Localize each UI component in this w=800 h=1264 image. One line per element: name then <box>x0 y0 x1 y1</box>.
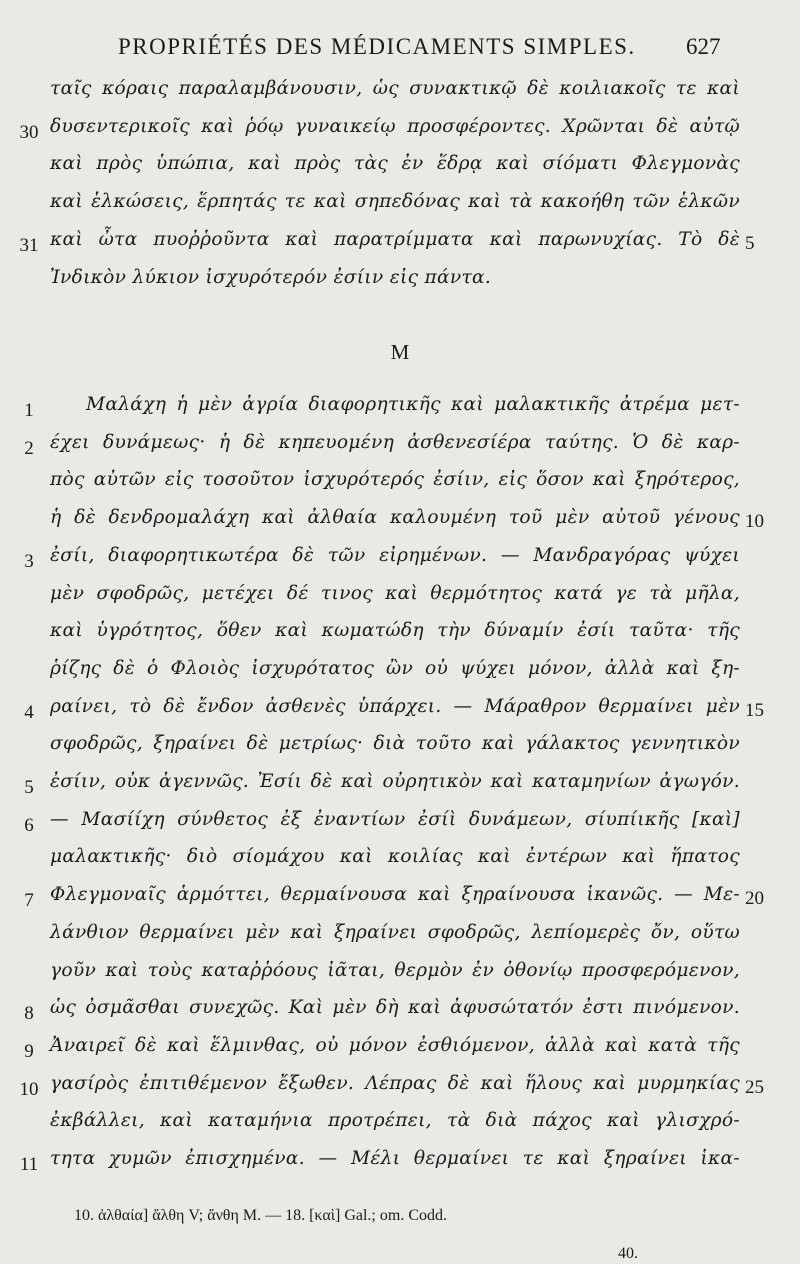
line-text: ταῖς κόραις παραλαμβάνουσιν, ὡς συνακτικῷ δὲ κοιλιακοῖς τε καὶ <box>50 78 740 99</box>
paragraph-number: 9 <box>24 1040 34 1062</box>
line-text: πὸς αὐτῶν εἰς τοσοῦτον ἰσχυρότερός ἐσίιν, εἰς ὅσον καὶ ξηρότερος, <box>50 469 740 491</box>
text-line <box>0 733 800 767</box>
line-text: ῥίζης δὲ ὁ Φλοιὸς ἰσχυρότατος ὢν οὐ ψύχει μόνον, ἀλλὰ καὶ ξη- <box>50 657 740 679</box>
line-text: καὶ ἑλκώσεις, ἕρπητάς τε καὶ σηπεδόνας καὶ τὰ κακοήθη τῶν ἑλκῶν <box>50 191 740 213</box>
text-line <box>0 997 800 1031</box>
text-line <box>0 696 800 730</box>
text-line <box>0 1035 800 1069</box>
line-text: μαλακτικῆς· διὸ σίομάχου καὶ κοιλίας καὶ ἐντέρων καὶ ἥπατος <box>50 846 740 868</box>
line-text: λάνθιον θερμαίνει μὲν καὶ ξηραίνει σφοδρῶς, λεπίομερὲς ὄν, οὕτω <box>50 921 740 943</box>
paragraph-number: 31 <box>19 234 39 256</box>
line-text: σφοδρῶς, ξηραίνει δὲ μετρίως· διὰ τοῦτο καὶ γάλακτος γεννητικὸν <box>50 733 740 755</box>
text-line <box>0 583 800 617</box>
running-title: PROPRIÉTÉS DES MÉDICAMENTS SIMPLES. <box>118 34 636 59</box>
text-line <box>0 545 800 579</box>
text-line <box>0 922 800 956</box>
paragraph-number: 7 <box>24 890 34 912</box>
line-text: έχει δυνάμεως· ἡ δὲ κηπευομένη ἀσθενεσίέρα ταύτης. Ὁ δὲ καρ- <box>50 431 740 453</box>
paragraph-number: 8 <box>24 1003 34 1025</box>
line-text: Ἰνδικὸν λύκιον ἰσχυρότερόν ἐσίιν εἰς πάντα. <box>50 266 492 288</box>
text-line <box>0 809 800 843</box>
text-line <box>0 116 800 150</box>
line-text: Μαλάχη ἡ μὲν ἀγρία διαφορητικῆς καὶ μαλακτικῆς ἀτρέμα μετ- <box>86 394 740 415</box>
line-text: Ἀναιρεῖ δὲ καὶ ἕλμινθας, οὐ μόνον ἐσθιόμενον, ἀλλὰ καὶ κατὰ τῆς <box>50 1034 740 1056</box>
line-count-number: 15 <box>745 699 764 721</box>
paragraph-number: 3 <box>24 550 34 572</box>
paragraph-number: 30 <box>19 121 39 143</box>
paragraph-number: 10 <box>19 1078 39 1100</box>
line-text: — Μασίίχη σύνθετος ἐξ ἐναντίων ἐσίὶ δυνάμεων, σίυπίικῆς [καὶ] <box>50 808 740 830</box>
text-line <box>0 846 800 880</box>
paragraph-number: 5 <box>24 777 34 798</box>
line-text: ὡς ὀσμᾶσθαι συνεχῶς. Καὶ μὲν δὴ καὶ ἀφυσώτατόν ἐστι πινόμενον. <box>50 997 740 1019</box>
line-text: καὶ πρὸς ὑπώπια, καὶ πρὸς τὰς ἐν ἕδρᾳ καὶ σίόματι Φλεγμονὰς <box>50 153 740 175</box>
text-line <box>0 267 800 301</box>
text-line <box>0 469 800 503</box>
text-line <box>0 1073 800 1107</box>
line-text: γασίρὸς ἐπιτιθέμενον ἔξωθεν. Λέπρας δὲ καὶ ἥλους καὶ μυρμηκίας <box>50 1072 740 1094</box>
line-count-number: 10 <box>745 511 764 533</box>
text-line <box>0 153 800 187</box>
line-text: Φλεγμοναῖς ἁρμόττει, θερμαίνουσα καὶ ξηραίνουσα ἱκανῶς. — Με- <box>50 884 740 906</box>
text-line <box>0 884 800 918</box>
line-count-number: 5 <box>745 232 755 254</box>
text-line <box>0 507 800 541</box>
line-count-number: 25 <box>745 1076 764 1098</box>
line-text: μὲν σφοδρῶς, μετέχει δέ τινος καὶ θερμότητος κατά γε τὰ μῆλα, <box>50 582 740 604</box>
paragraph-number: 1 <box>24 400 34 421</box>
signature-mark: 40. <box>618 1245 638 1262</box>
section-heading: M <box>390 340 410 364</box>
line-text: καὶ ὦτα πυοῤῥοῦντα καὶ παρατρίμματα καὶ παρωνυχίας. Τὸ δὲ <box>50 228 740 250</box>
text-line <box>0 78 800 112</box>
line-text: γοῦν καὶ τοὺς καταῤῥόους ἰᾶται, θερμὸν ἐν ὀθονίῳ προσφερόμενον, <box>50 959 740 981</box>
line-text: ἡ δὲ δενδρομαλάχη καὶ ἀλθαία καλουμένη τοῦ μὲν αὐτοῦ γένους <box>50 507 740 529</box>
text-line <box>0 191 800 225</box>
paragraph-number: 2 <box>24 437 34 459</box>
line-text: ἐσίιν, οὐκ ἀγεννῶς. Ἐσίι δὲ καὶ οὐρητικὸν καὶ καταμηνίων ἀγωγόν. <box>50 771 740 792</box>
line-text: ραίνει, τὸ δὲ ἔνδον ἀσθενὲς ὑπάρχει. — Μάραθρον θερμαίνει μὲν <box>50 695 740 717</box>
running-header <box>0 34 800 64</box>
line-text: δυσεντερικοῖς καὶ ῥόῳ γυναικείῳ προσφέροντες. Χρῶνται δὲ αὐτῷ <box>50 115 740 137</box>
page-number: 627 <box>686 34 721 59</box>
paragraph-number: 11 <box>19 1154 39 1175</box>
paragraph-number: 4 <box>24 701 34 723</box>
line-count-number: 20 <box>745 888 764 910</box>
text-line <box>0 620 800 654</box>
text-line <box>0 432 800 466</box>
line-text: ἐκβάλλει, καὶ καταμήνια προτρέπει, τὰ διὰ πάχος καὶ γλισχρό- <box>50 1110 740 1132</box>
text-line <box>0 229 800 263</box>
text-line <box>0 771 800 805</box>
text-line <box>0 1110 800 1144</box>
paragraph-number: 6 <box>24 814 34 836</box>
text-line <box>0 658 800 692</box>
text-line <box>0 960 800 994</box>
line-text: καὶ ὑγρότητος, ὅθεν καὶ κωματώδη τὴν δύναμίν ἐσίι ταῦτα· τῆς <box>50 620 740 642</box>
line-text: ἐσίι, διαφορητικωτέρα δὲ τῶν εἰρημένων. — Μανδραγόρας ψύχει <box>50 544 740 566</box>
footnote: 10. ἀλθαία] ἄλθη V; ἄνθη M. — 18. [καὶ] Gal.; om. Codd. <box>74 1207 447 1224</box>
line-text: τητα χυμῶν ἐπισχημένα. — Μέλι θερμαίνει τε καὶ ξηραίνει ἱκα- <box>50 1148 740 1169</box>
text-line <box>0 1148 800 1182</box>
text-line <box>0 394 800 428</box>
